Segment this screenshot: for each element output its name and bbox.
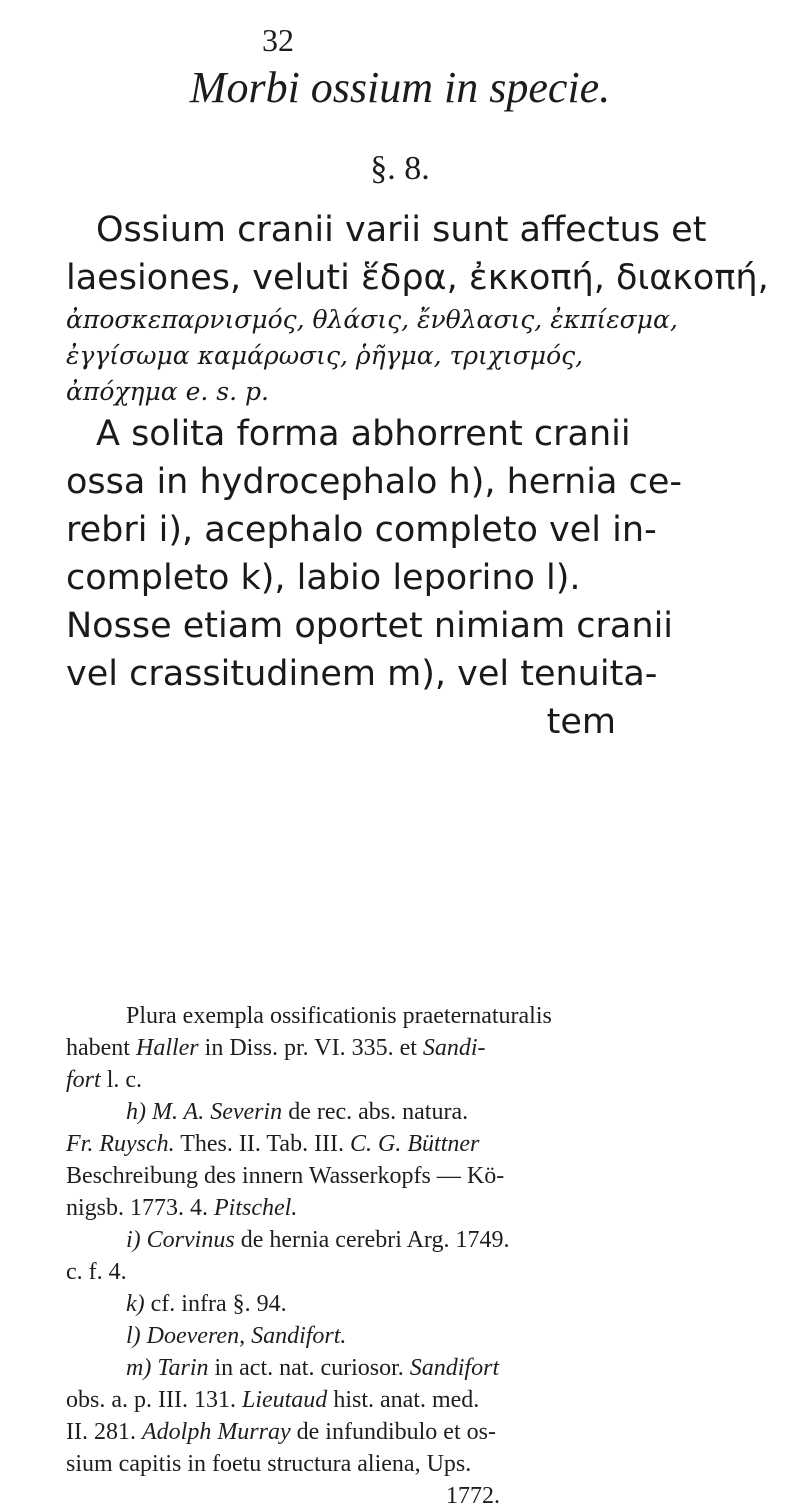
author-name: Corvinus [146, 1227, 235, 1253]
note-text: cf. infra §. 94. [150, 1291, 287, 1317]
author-name: Tarin [157, 1355, 209, 1381]
footnote-line [66, 1384, 728, 1416]
footnote-line [66, 1192, 728, 1224]
author-name: fort [66, 1067, 101, 1093]
footnote-k [66, 1288, 728, 1320]
footnote-line: Beschreibung des innern Wasserkopfs — Kö- [66, 1163, 505, 1189]
note-text: hist. anat. med. [327, 1387, 480, 1413]
footnote-marker: i) [126, 1227, 147, 1253]
note-text: obs. a. p. III. 131. [66, 1387, 242, 1413]
note-text: in Diss. pr. VI. 335. et [198, 1035, 423, 1061]
footnote-line: Plura exempla ossificationis praeternaturalis [126, 1003, 552, 1029]
note-text: II. 281. [66, 1419, 142, 1445]
footnote-l [66, 1320, 728, 1352]
footnote-line [66, 1128, 728, 1160]
author-name: Pitschel. [214, 1195, 298, 1221]
author-name: C. G. Büttner [350, 1131, 480, 1157]
page-number: 32 [262, 22, 294, 58]
body-line: ossa in hydrocephalo h), hernia ce- [66, 462, 682, 502]
note-text: de rec. abs. natura. [282, 1099, 469, 1125]
greek-terms-line: ἐγγίσωμα καμάρωσις, ῥῆγμα, τριχισμός, [66, 341, 584, 370]
footnote-marker: m) [126, 1355, 158, 1381]
footnote-h [66, 1096, 728, 1128]
note-text: de hernia cerebri Arg. 1749. [234, 1227, 510, 1253]
footnote-line: sium capitis in foetu structura aliena, Ups. [66, 1451, 472, 1477]
footnote-line [66, 1032, 728, 1064]
footnote-line [66, 1064, 728, 1096]
note-text: de infundibulo et os- [290, 1419, 496, 1445]
body-line: A solita forma abhorrent cranii [96, 414, 631, 454]
note-text: habent [66, 1035, 136, 1061]
footnote-marker: l) [126, 1323, 147, 1349]
footnote-line [66, 1416, 728, 1448]
body-line: completo k), labio leporino l). [66, 558, 581, 598]
body-line: vel crassitudinem m), vel tenuita- [66, 654, 658, 694]
author-name: Sandi- [422, 1035, 486, 1061]
body-line: Nosse etiam oportet nimiam cranii [66, 606, 674, 646]
body-line: Ossium cranii varii sunt affectus et [96, 210, 707, 250]
footnote-line: c. f. 4. [66, 1259, 127, 1285]
greek-terms-line: ἀποσκεπαρνισμός, θλάσις, ἔνθλασις, ἐκπίεσμα, [66, 305, 678, 334]
author-name: Lieutaud [241, 1387, 328, 1413]
author-name: M. A. Severin [152, 1099, 283, 1125]
author-name: Doeveren, Sandifort. [146, 1323, 347, 1349]
author-name: Sandifort [409, 1355, 500, 1381]
body-line: rebri i), acephalo completo vel in- [66, 510, 657, 550]
section-heading: §. 8. [370, 150, 430, 187]
catchword: 1772. [446, 1483, 500, 1509]
footnote-marker: k) [126, 1291, 151, 1317]
running-head: Morbi ossium in specie. [189, 63, 611, 112]
note-text: in act. nat. curiosor. [208, 1355, 410, 1381]
author-name: Fr. Ruysch. [66, 1131, 175, 1157]
note-text: l. c. [100, 1067, 143, 1093]
note-text: Thes. II. Tab. III. [174, 1131, 351, 1157]
author-name: Haller [135, 1035, 199, 1061]
footnotes [66, 1000, 728, 1512]
footnote-marker: h) [126, 1099, 152, 1125]
body-line: tem [546, 702, 616, 742]
author-name: Adolph Murray [141, 1419, 291, 1445]
footnote-i [66, 1224, 728, 1256]
footnote-m [66, 1352, 728, 1384]
main-paragraph [66, 206, 769, 746]
body-line: laesiones, veluti ἕδρα, ἐκκοπή, διακοπή, [66, 258, 769, 298]
note-text: nigsb. 1773. 4. [66, 1195, 215, 1221]
greek-terms-line: ἀπόχημα e. s. p. [66, 377, 269, 406]
